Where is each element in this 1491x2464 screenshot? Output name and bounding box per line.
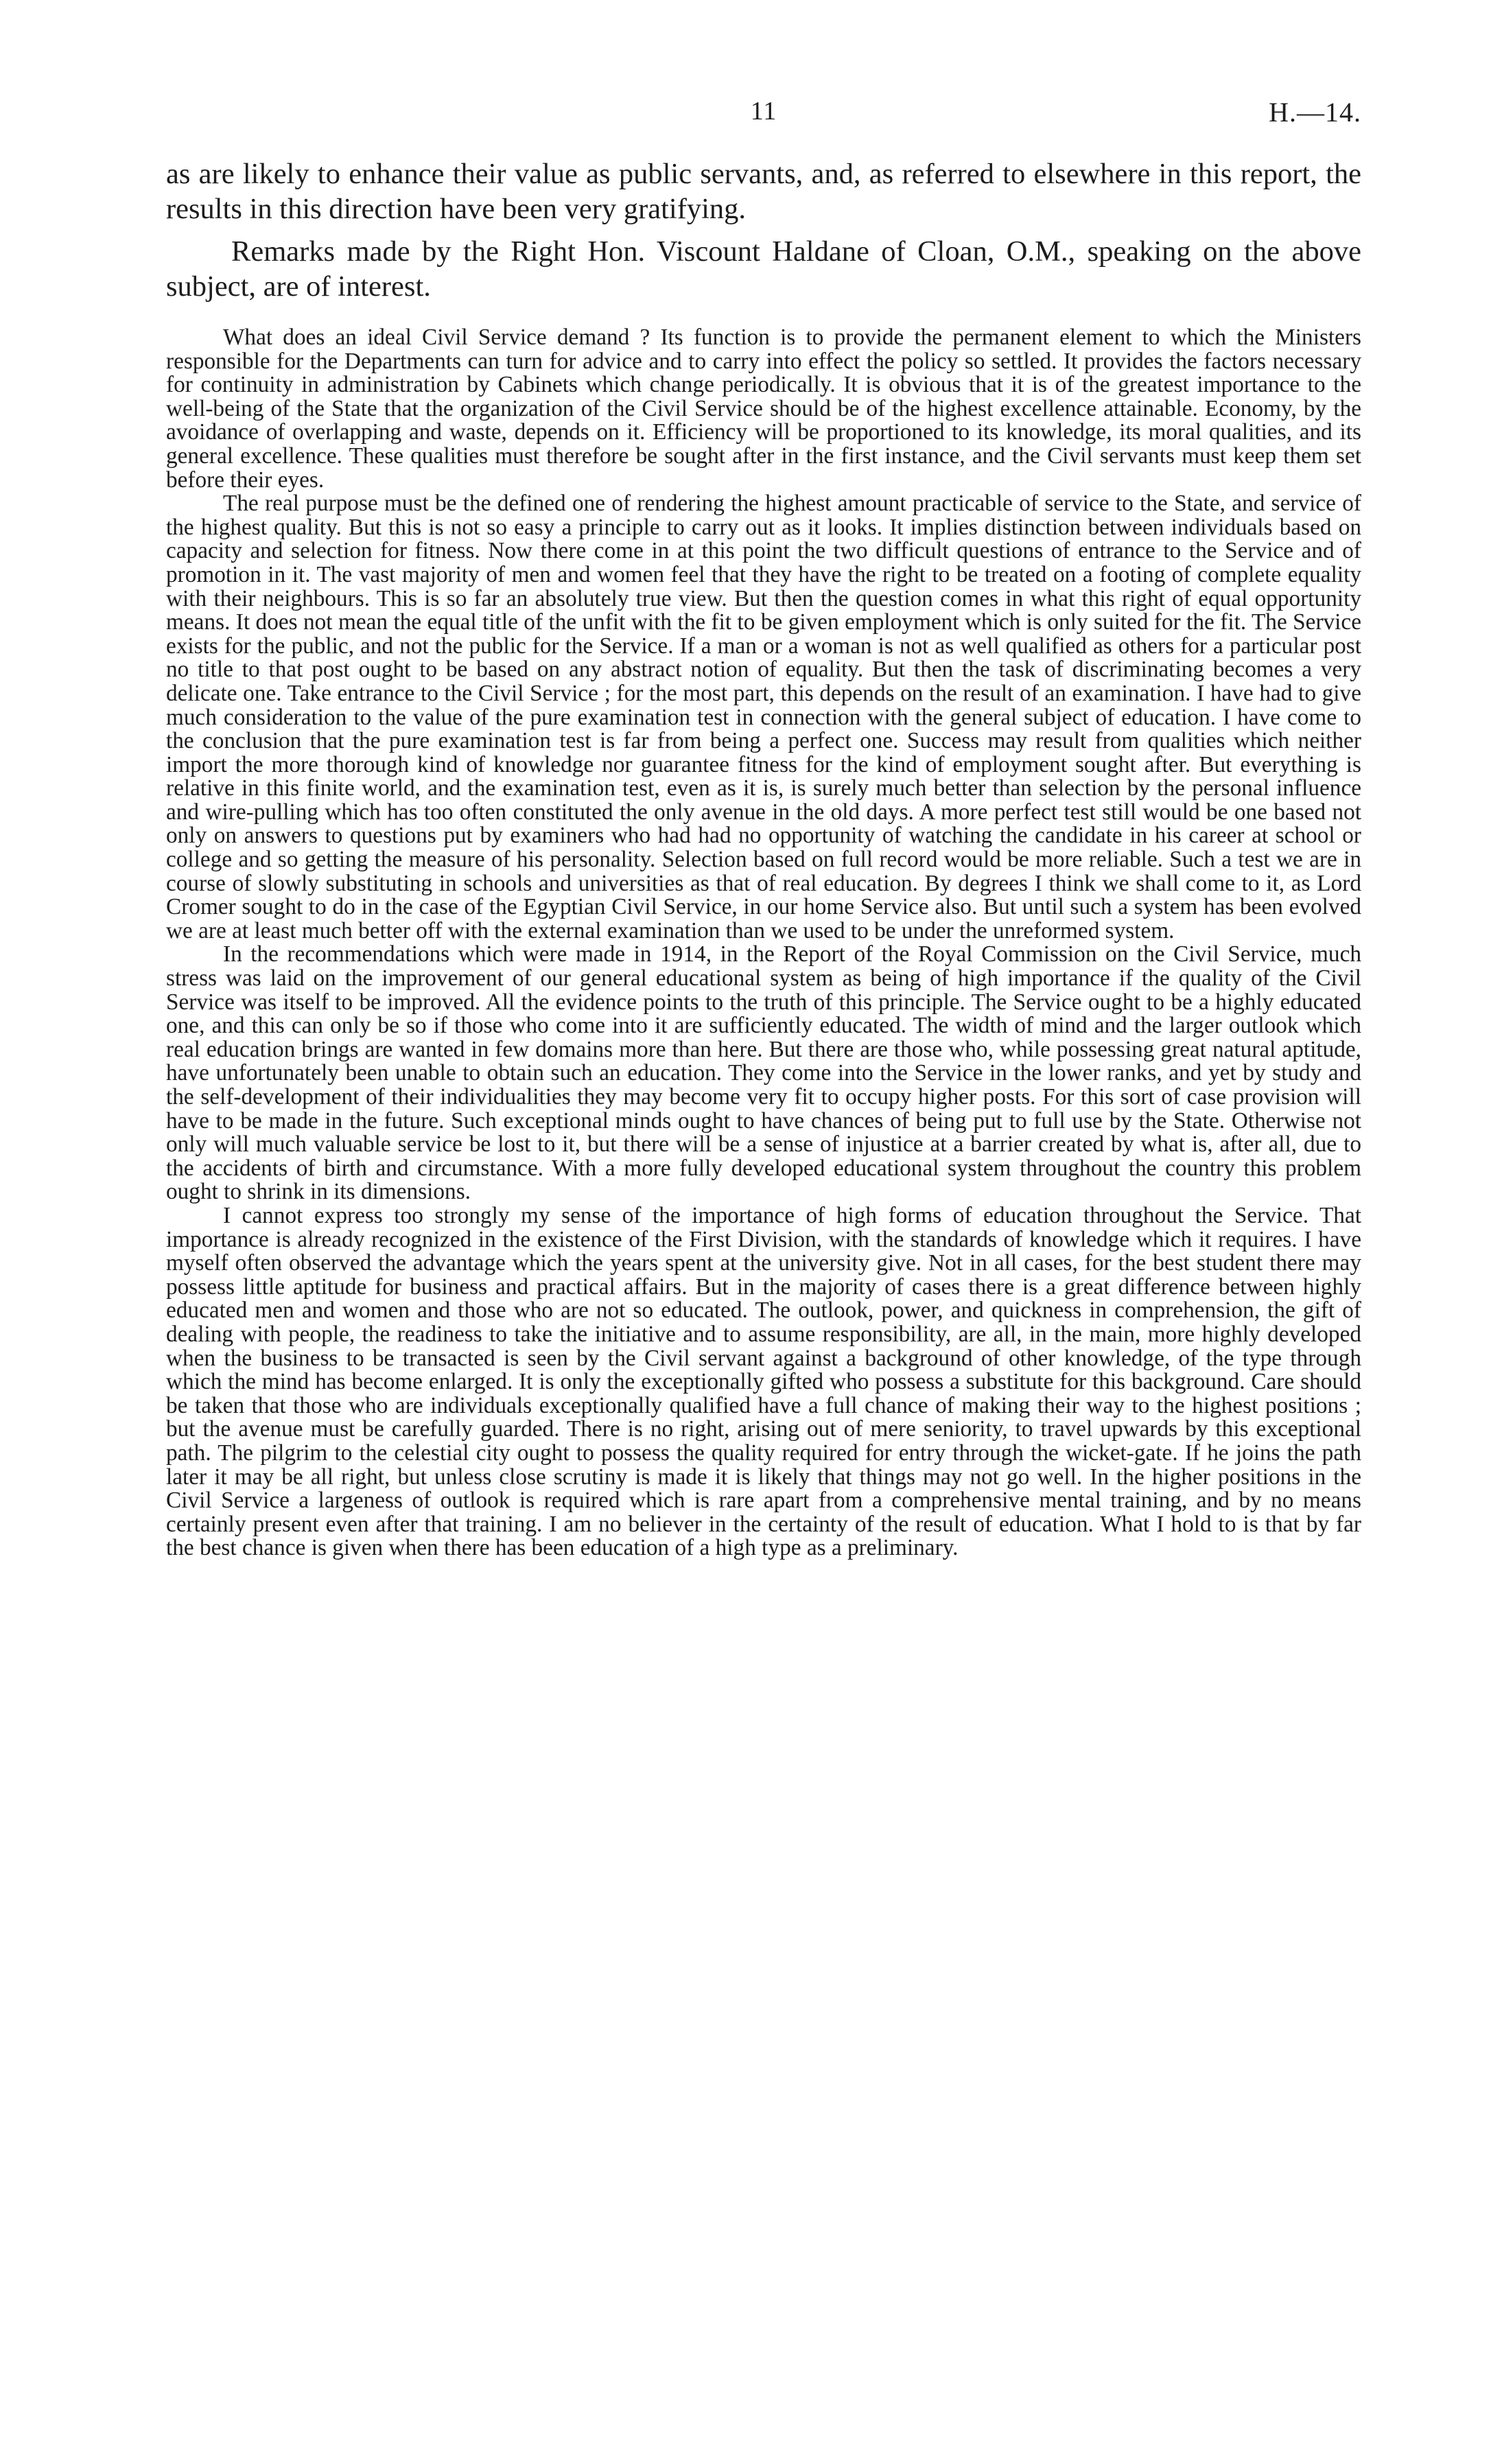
quote-paragraph-2: The real purpose must be the defined one of rendering the highest amount practicable of service to the State, and service of the highest quality. But this is not so easy a principle to carry out as it looks. It implies distinction between individuals based on capacity and selection for fitness. Now there come in at this point the two difficult questions of entrance to the Service and of promotion in it. The vast majority of men and women feel that they have the right to be treated on a footing of complete equality with their neighbours. This is so far an absolutely true view. But then the question comes in what this right of equal opportunity means. It does not mean the equal title of the unfit with the fit to be given employment which is only suited for the fit. The Service exists for the public, and not the public for the Service. If a man or a woman is not as well qualified as others for a particular post no title to that post ought to be based on any abstract notion of equality. But then the task of discriminating becomes a very delicate one. Take entrance to the Civil Service ; for the most part, this depends on the result of an examination. I have had to give much consideration to the value of the pure examination test in connection with the general subject of education. I have come to the conclusion that the pure examination test is far from being a perfect one. Success may result from qualities which neither import the more thorough kind of knowledge nor guarantee fitness for the kind of employment sought after. But everything is relative in this finite world, and the examination test, even as it is, is surely much better than selection by the personal influence and wire-pulling which has too often constituted the only avenue in the old days. A more perfect test still would be one based not only on answers to questions put by examiners who had had no opportunity of watching the candidate in his career at school or college and so getting the measure of his personality. Selection based on full record would be more reliable. Such a test we are in course of slowly substituting in schools and universities as that of real education. By degrees I think we shall come to it, as Lord Cromer sought to do in the case of the Egyptian Civil Service, in our home Service also. But until such a system has been evolved we are at least much better off with the external examination than we used to be under the unreformed system. — [166, 491, 1361, 943]
page-number: 11 — [750, 97, 777, 126]
quoted-remarks — [166, 326, 1361, 1560]
quote-paragraph-1: What does an ideal Civil Service demand ? Its function is to provide the permanent element to which the Ministers responsible for the Departments can turn for advice and to carry into effect the policy so settled. It provides the factors necessary for continuity in administration by Cabinets which change periodically. It is obvious that it is of the greatest importance to the well-being of the State that the organization of the Civil Service should be of the highest excellence attainable. Economy, by the avoidance of overlapping and waste, depends on it. Efficiency will be proportioned to its knowledge, its moral qualities, and its general excellence. These qualities must therefore be sought after in the first instance, and the Civil servants must keep them set before their eyes. — [166, 325, 1361, 493]
series-reference: H.—14. — [1269, 97, 1361, 128]
intro-paragraph-2: Remarks made by the Right Hon. Viscount Haldane of Cloan, O.M., speaking on the above subject, are of interest. — [166, 235, 1361, 303]
intro-paragraph-1: as are likely to enhance their value as public servants, and, as referred to elsewhere in this report, the results in this direction have been very gratifying. — [166, 158, 1361, 225]
running-header — [166, 96, 1361, 137]
quote-paragraph-4: I cannot express too strongly my sense of the importance of high forms of education throughout the Service. That importance is already recognized in the existence of the First Division, with the standards of knowledge which it requires. I have myself often observed the advantage which the years spent at the university give. Not in all cases, for the best student there may possess little aptitude for business and practical affairs. But in the majority of cases there is a great difference between highly educated men and women and those who are not so educated. The outlook, power, and quickness in comprehension, the gift of dealing with people, the readiness to take the initiative and to assume responsibility, are all, in the main, more highly developed when the business to be transacted is seen by the Civil servant against a background of other knowledge, of the type through which the mind has become enlarged. It is only the exceptionally gifted who possess a substitute for this background. Care should be taken that those who are individuals exceptionally qualified have a full chance of making their way to the highest positions ; but the avenue must be carefully guarded. There is no right, arising out of mere seniority, to travel upwards by this exceptional path. The pilgrim to the celestial city ought to possess the quality required for entry through the wicket-gate. If he joins the path later it may be all right, but unless close scrutiny is made it is likely that things may not go well. In the higher positions in the Civil Service a largeness of outlook is required which is rare apart from a comprehensive mental training, and by no means certainly present even after that training. I am no believer in the certainty of the result of education. What I hold to is that by far the best chance is given when there has been education of a high type as a preliminary. — [166, 1202, 1361, 1561]
quote-paragraph-3: In the recommendations which were made in 1914, in the Report of the Royal Commission on the Civil Service, much stress was laid on the improvement of our general educational system as being of high importance if the quality of the Civil Service was itself to be improved. All the evidence points to the truth of this principle. The Service ought to be a highly educated one, and this can only be so if those who come into it are sufficiently educated. The width of mind and the larger outlook which real education brings are wanted in few domains more than here. But there are those who, while possessing great natural aptitude, have unfortunately been unable to obtain such an education. They come into the Service in the lower ranks, and yet by study and the self-development of their individualities they may become very fit to occupy higher posts. For this sort of case provision will have to be made in the future. Such exceptional minds ought to have chances of being put to full use by the State. Otherwise not only will much valuable service be lost to it, but there will be a sense of injustice at a barrier created by what is, after all, due to the accidents of birth and circumstance. With a more fully developed educational system throughout the country this problem ought to shrink in its dimensions. — [166, 941, 1361, 1205]
intro-text — [166, 156, 1361, 304]
